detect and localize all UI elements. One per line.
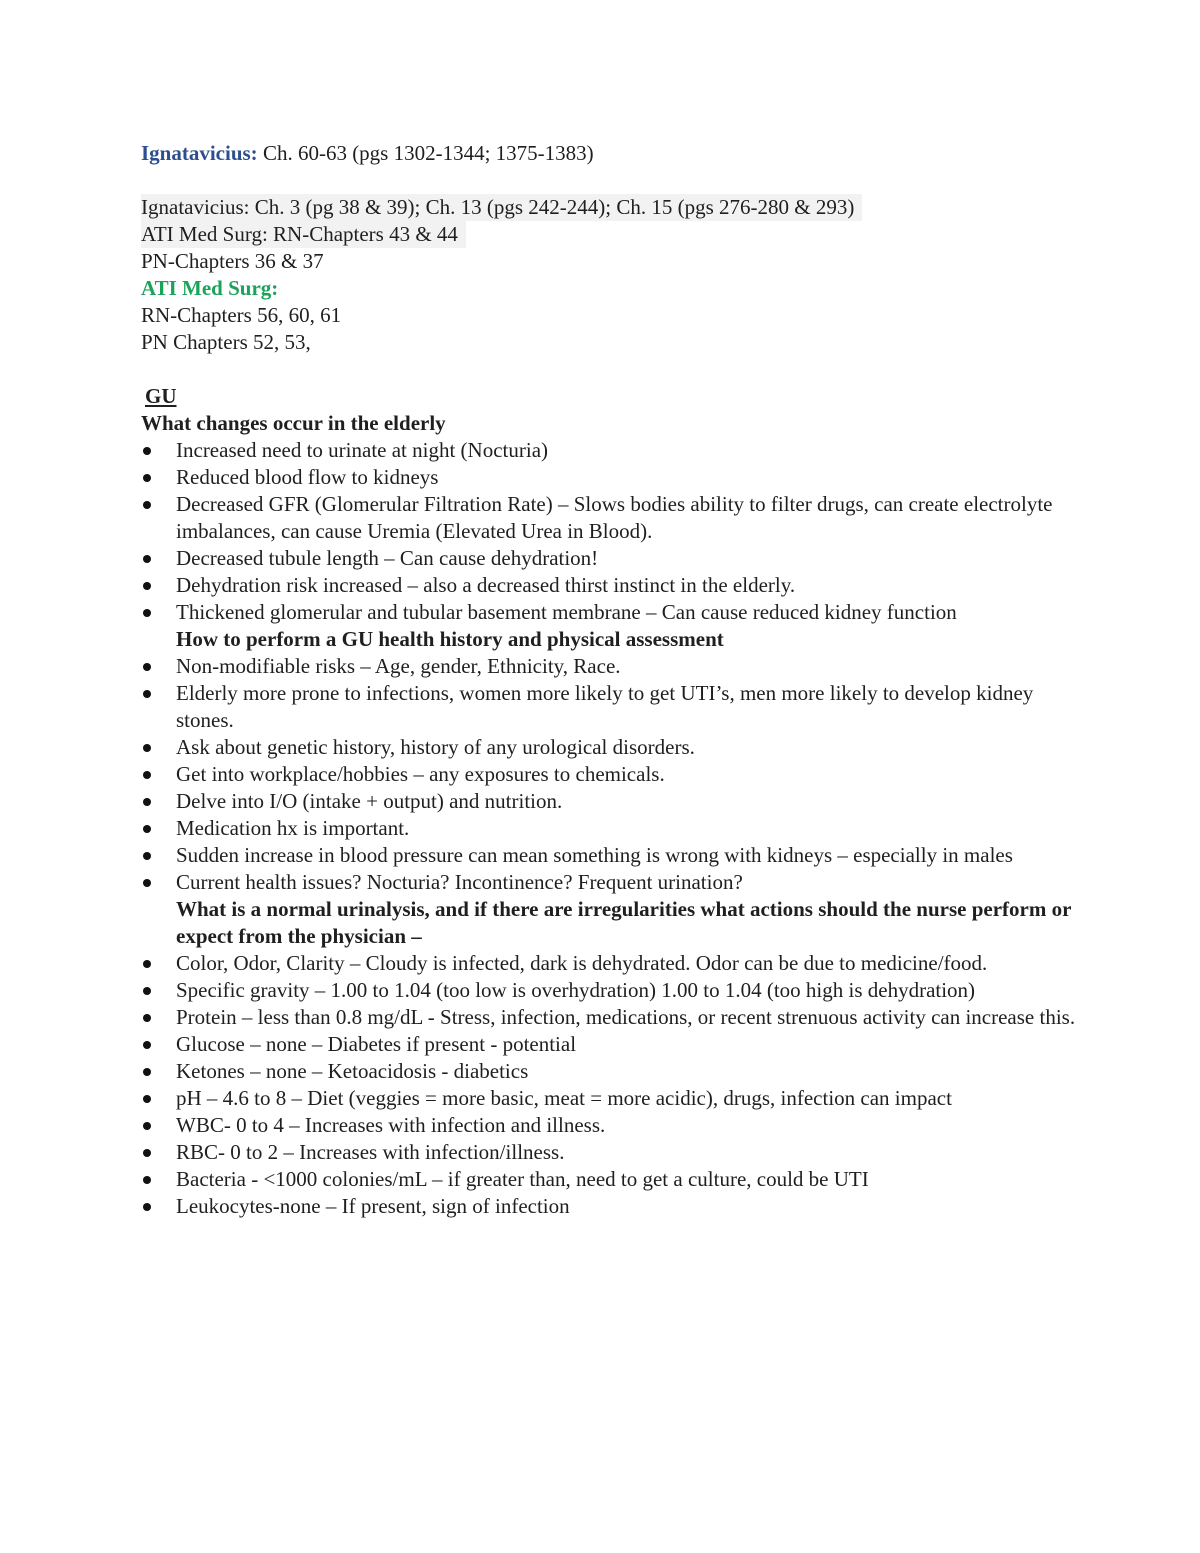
reference-line-2: Ignatavicius: Ch. 3 (pg 38 & 39); Ch. 13 (pgs 242-244); Ch. 15 (pgs 276-280 & 293) [141,194,862,221]
reference-label: Ignatavicius: [141,141,258,165]
list-item: RBC- 0 to 2 – Increases with infection/illness. [141,1139,1081,1166]
elderly-changes-list [141,437,1081,626]
list-item: Decreased GFR (Glomerular Filtration Rate) – Slows bodies ability to filter drugs, can create electrolyte imbalances, can cause Uremia (Elevated Urea in Blood). [141,491,1081,545]
heading-health-history: How to perform a GU health history and physical assessment [176,627,724,651]
list-item: Color, Odor, Clarity – Cloudy is infected, dark is dehydrated. Odor can be due to medicine/food. [141,950,1081,977]
list-item: pH – 4.6 to 8 – Diet (veggies = more basic, meat = more acidic), drugs, infection can impact [141,1085,1081,1112]
heading-elderly-changes: What changes occur in the elderly [141,411,446,435]
reference-line-6: RN-Chapters 56, 60, 61 [141,303,342,327]
list-item: Current health issues? Nocturia? Incontinence? Frequent urination? [141,869,1081,896]
reference-text: Ch. 60-63 (pgs 1302-1344; 1375-1383) [257,141,594,165]
list-item: Ask about genetic history, history of any urological disorders. [141,734,1081,761]
list-item: Medication hx is important. [141,815,1081,842]
list-item: Decreased tubule length – Can cause dehydration! [141,545,1081,572]
list-item: Increased need to urinate at night (Nocturia) [141,437,1081,464]
list-item: Glucose – none – Diabetes if present - potential [141,1031,1081,1058]
reference-line-5: ATI Med Surg: [141,276,279,300]
list-item: Elderly more prone to infections, women more likely to get UTI’s, men more likely to develop kidney stones. [141,680,1081,734]
list-item: Dehydration risk increased – also a decreased thirst instinct in the elderly. [141,572,1081,599]
heading-urinalysis: What is a normal urinalysis, and if there are irregularities what actions should the nurse perform or expect from the physician – [176,897,1072,948]
health-history-list [141,653,1081,896]
document-page [141,140,1081,1220]
list-item: Thickened glomerular and tubular basement membrane – Can cause reduced kidney function [141,599,1081,626]
list-item: Non-modifiable risks – Age, gender, Ethnicity, Race. [141,653,1081,680]
list-item: Leukocytes-none – If present, sign of infection [141,1193,1081,1220]
list-item: Ketones – none – Ketoacidosis - diabetics [141,1058,1081,1085]
list-item: WBC- 0 to 4 – Increases with infection and illness. [141,1112,1081,1139]
list-item: Delve into I/O (intake + output) and nutrition. [141,788,1081,815]
list-item: Specific gravity – 1.00 to 1.04 (too low is overhydration) 1.00 to 1.04 (too high is dehydration) [141,977,1081,1004]
list-item: Protein – less than 0.8 mg/dL - Stress, infection, medications, or recent strenuous activity can increase this. [141,1004,1081,1031]
reference-line-7: PN Chapters 52, 53, [141,330,311,354]
list-item: Sudden increase in blood pressure can mean something is wrong with kidneys – especially in males [141,842,1081,869]
reference-line-3: ATI Med Surg: RN-Chapters 43 & 44 [141,221,466,248]
list-item: Reduced blood flow to kidneys [141,464,1081,491]
list-item: Get into workplace/hobbies – any exposures to chemicals. [141,761,1081,788]
reference-line-4: PN-Chapters 36 & 37 [141,249,324,273]
reference-line-1 [141,140,1081,167]
urinalysis-list [141,950,1081,1220]
section-title: GU [145,384,177,408]
list-item: Bacteria - <1000 colonies/mL – if greater than, need to get a culture, could be UTI [141,1166,1081,1193]
